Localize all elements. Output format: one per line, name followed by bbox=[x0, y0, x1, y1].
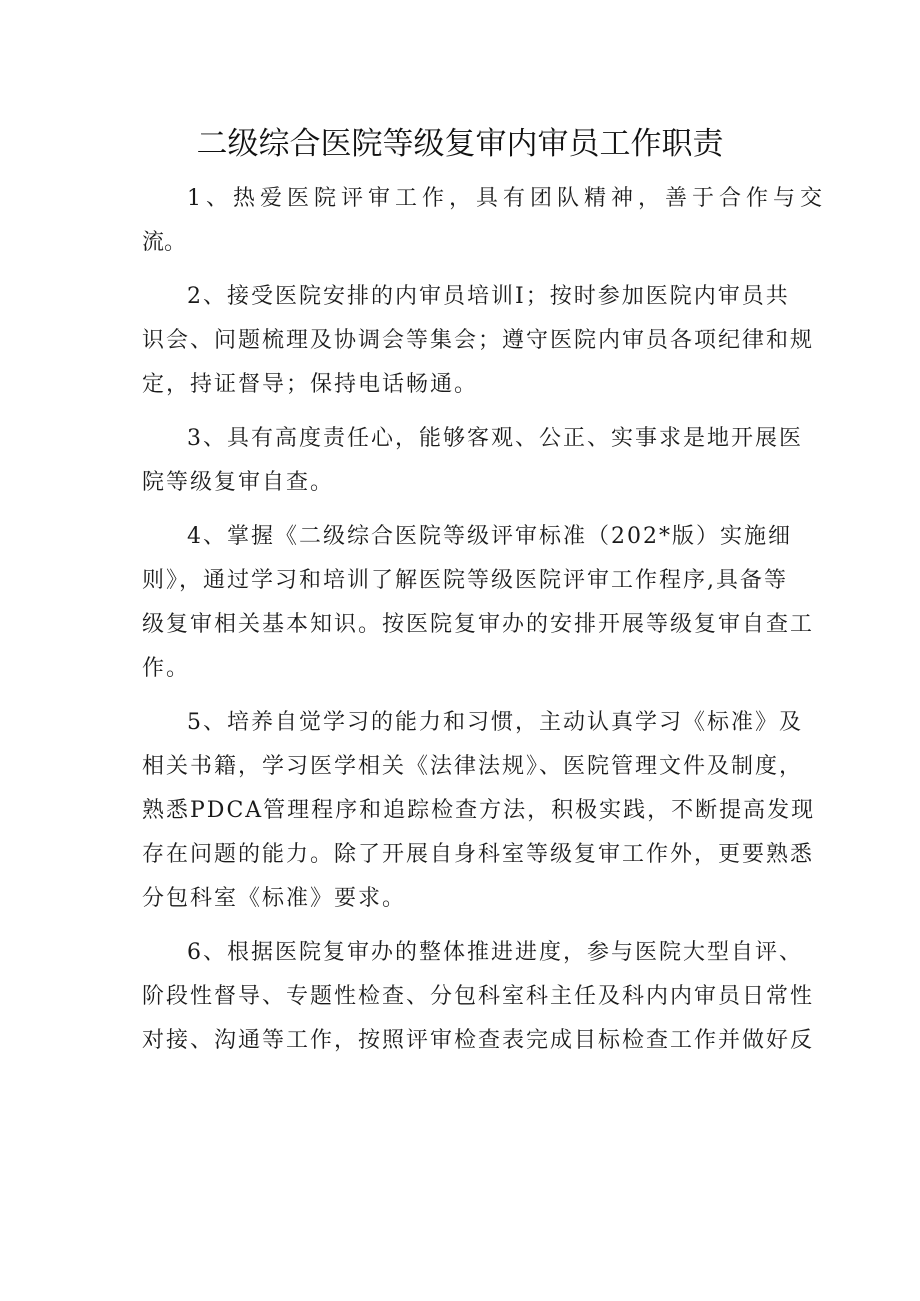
paragraph-4 bbox=[142, 515, 815, 691]
document-title: 二级综合医院等级复审内审员工作职责 bbox=[196, 126, 724, 162]
text-line: 对接、沟通等工作，按照评审检查表完成目标检查工作并做好反 bbox=[142, 1028, 815, 1053]
text-line: 分包科室《标准》要求。 bbox=[142, 886, 407, 911]
text-line: 院等级复审自查。 bbox=[142, 470, 335, 495]
text-line: 相关书籍，学习医学相关《法律法规》、医院管理文件及制度， bbox=[142, 754, 804, 779]
text-line: 1、热爱医院评审工作，具有团队精神，善于合作与交 bbox=[187, 186, 827, 211]
text-line: 识会、问题梳理及协调会等集会；遵守医院内审员各项纪律和规 bbox=[142, 328, 815, 353]
text-line: 流。 bbox=[142, 230, 187, 255]
text-line: 6、根据医院复审办的整体推进进度，参与医院大型自评、 bbox=[187, 940, 803, 965]
text-line: 存在问题的能力。除了开展自身科室等级复审工作外，更要熟悉 bbox=[142, 842, 815, 867]
text-line: 3、具有高度责任心，能够客观、公正、实事求是地开展医 bbox=[187, 426, 803, 451]
text-line: 2、接受医院安排的内审员培训I；按时参加医院内审员共 bbox=[187, 284, 790, 309]
paragraph-1 bbox=[142, 177, 827, 265]
paragraph-2 bbox=[142, 275, 815, 407]
paragraph-5 bbox=[142, 701, 816, 921]
text-line: 则》，通过学习和培训了解医院等级医院评审工作程序,具备等 bbox=[142, 568, 788, 593]
document-body bbox=[142, 177, 827, 1073]
paragraph-6 bbox=[142, 931, 815, 1063]
text-line: 定，持证督导；保持电话畅通。 bbox=[142, 372, 479, 397]
text-line: 阶段性督导、专题性检查、分包科室科主任及科内内审员日常性 bbox=[142, 984, 815, 1009]
paragraph-3 bbox=[142, 417, 803, 505]
text-line: 5、培养自觉学习的能力和习惯，主动认真学习《标准》及 bbox=[187, 710, 803, 735]
text-line: 级复审相关基本知识。按医院复审办的安排开展等级复审自查工 bbox=[142, 612, 815, 637]
text-line: 4、掌握《二级综合医院等级评审标准（202*版）实施细 bbox=[187, 524, 792, 549]
text-line: 熟悉PDCA管理程序和追踪检查方法，积极实践，不断提高发现 bbox=[142, 798, 816, 823]
text-line: 作。 bbox=[142, 656, 191, 681]
